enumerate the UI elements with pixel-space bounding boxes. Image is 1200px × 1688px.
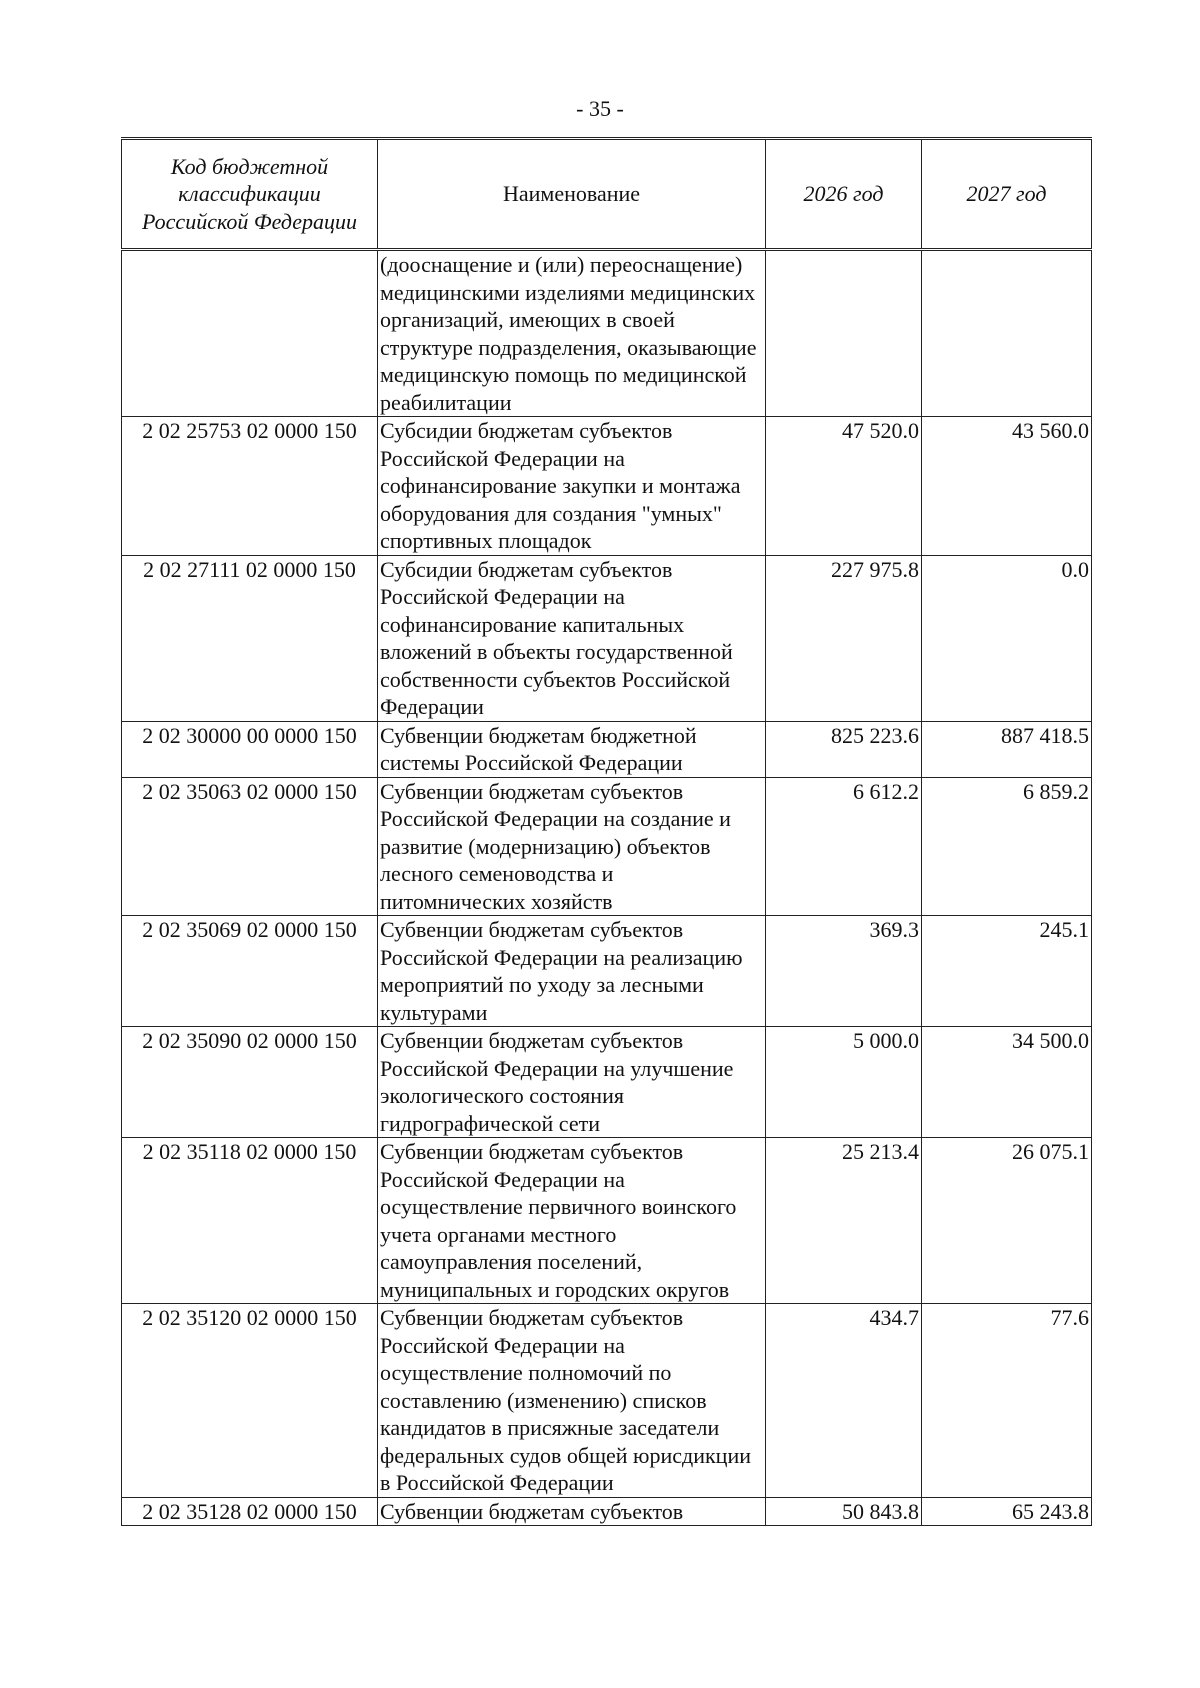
row-code: 2 02 35090 02 0000 150 <box>122 1027 378 1138</box>
row-value-2027: 77.6 <box>922 1304 1092 1498</box>
row-code: 2 02 25753 02 0000 150 <box>122 417 378 556</box>
header-year-2026: 2026 год <box>766 139 922 250</box>
header-year-2027: 2027 год <box>922 139 1092 250</box>
row-name: Субвенции бюджетам бюджетной системы Российской Федерации <box>378 721 766 777</box>
row-value-2026: 50 843.8 <box>766 1497 922 1526</box>
table-row <box>122 1027 1092 1138</box>
row-value-2027: 65 243.8 <box>922 1497 1092 1526</box>
row-value-2026: 825 223.6 <box>766 721 922 777</box>
row-name: (дооснащение и (или) переоснащение) медицинскими изделиями медицинских организаций, имеющих в своей структуре подразделения, оказывающие медицинскую помощь по медицинской реабилитации <box>378 250 766 417</box>
row-value-2026: 47 520.0 <box>766 417 922 556</box>
row-name: Субвенции бюджетам субъектов Российской Федерации на осуществление первичного воинского учета органами местного самоуправления поселений, муниципальных и городских округов <box>378 1138 766 1304</box>
budget-table <box>121 137 1092 1526</box>
row-value-2026: 227 975.8 <box>766 555 922 721</box>
row-code: 2 02 35118 02 0000 150 <box>122 1138 378 1304</box>
row-value-2026: 434.7 <box>766 1304 922 1498</box>
row-value-2027: 887 418.5 <box>922 721 1092 777</box>
row-value-2026 <box>766 250 922 417</box>
header-code: Код бюджетной классификации Российской Федерации <box>122 139 378 250</box>
row-name: Субвенции бюджетам субъектов Российской Федерации на улучшение экологического состояния гидрографической сети <box>378 1027 766 1138</box>
table-row <box>122 250 1092 417</box>
table-row <box>122 916 1092 1027</box>
row-value-2027: 6 859.2 <box>922 777 1092 916</box>
row-code: 2 02 35120 02 0000 150 <box>122 1304 378 1498</box>
row-value-2027 <box>922 250 1092 417</box>
row-code: 2 02 30000 00 0000 150 <box>122 721 378 777</box>
row-value-2026: 369.3 <box>766 916 922 1027</box>
row-name: Субсидии бюджетам субъектов Российской Федерации на софинансирование закупки и монтажа оборудования для создания "умных" спортивных площадок <box>378 417 766 556</box>
row-name: Субсидии бюджетам субъектов Российской Федерации на софинансирование капитальных вложений в объекты государственной собственности субъектов Российской Федерации <box>378 555 766 721</box>
row-value-2026: 6 612.2 <box>766 777 922 916</box>
table-row <box>122 1497 1092 1526</box>
row-name: Субвенции бюджетам субъектов Российской Федерации на осуществление полномочий по составлению (изменению) списков кандидатов в присяжные заседатели федеральных судов общей юрисдикции в Российской Федерации <box>378 1304 766 1498</box>
header-name: Наименование <box>378 139 766 250</box>
row-value-2027: 245.1 <box>922 916 1092 1027</box>
row-value-2026: 25 213.4 <box>766 1138 922 1304</box>
table-header-row <box>122 139 1092 250</box>
row-name: Субвенции бюджетам субъектов <box>378 1497 766 1526</box>
row-code: 2 02 35063 02 0000 150 <box>122 777 378 916</box>
table-row <box>122 721 1092 777</box>
row-name: Субвенции бюджетам субъектов Российской Федерации на реализацию мероприятий по уходу за лесными культурами <box>378 916 766 1027</box>
row-code: 2 02 35128 02 0000 150 <box>122 1497 378 1526</box>
row-value-2027: 26 075.1 <box>922 1138 1092 1304</box>
row-code: 2 02 27111 02 0000 150 <box>122 555 378 721</box>
page-number: - 35 - <box>576 96 624 121</box>
row-value-2027: 34 500.0 <box>922 1027 1092 1138</box>
table-row <box>122 1304 1092 1498</box>
row-name: Субвенции бюджетам субъектов Российской Федерации на создание и развитие (модернизацию) объектов лесного семеноводства и питомнических хозяйств <box>378 777 766 916</box>
row-value-2027: 43 560.0 <box>922 417 1092 556</box>
row-value-2026: 5 000.0 <box>766 1027 922 1138</box>
table-row <box>122 777 1092 916</box>
table-row <box>122 1138 1092 1304</box>
row-code: 2 02 35069 02 0000 150 <box>122 916 378 1027</box>
row-value-2027: 0.0 <box>922 555 1092 721</box>
table-row <box>122 417 1092 556</box>
table-row <box>122 555 1092 721</box>
row-code <box>122 250 378 417</box>
